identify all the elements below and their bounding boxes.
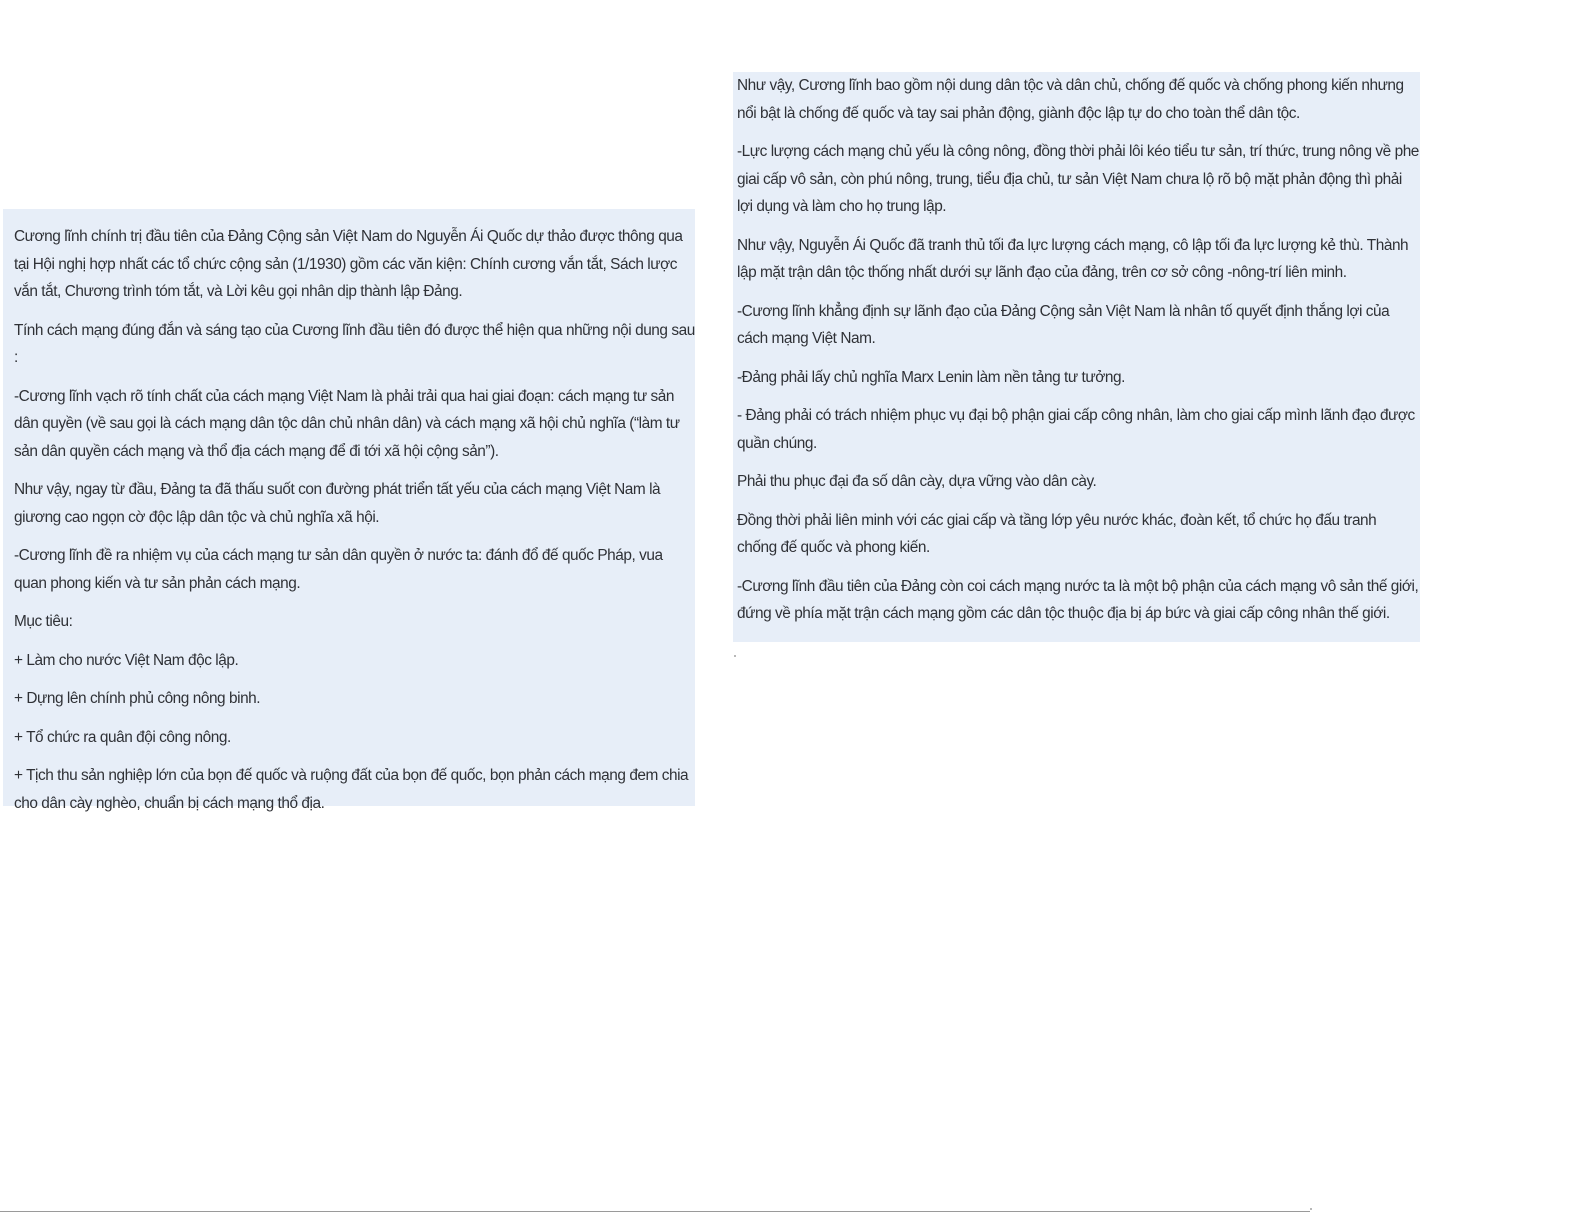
paragraph: -Cương lĩnh đề ra nhiệm vụ của cách mạng tư sản dân quyền ở nước ta: đánh đổ đế quốc Pháp, vua quan phong kiến và tư sản phản cách mạng. <box>14 547 663 592</box>
image-artifact-dot <box>1310 1208 1312 1210</box>
list-item: + Dựng lên chính phủ công nông binh. <box>14 690 261 707</box>
paragraph: -Cương lĩnh vạch rõ tính chất của cách mạng Việt Nam là phải trải qua hai giai đoạn: cách mạng tư sản dân quyền (về sau gọi là cách mạng dân tộc dân chủ nhân dân) và cách mạng xã hội chủ nghĩa (“làm tư sản dân quyền cách mạng và thổ địa cách mạng để đi tới xã hội cộng sản”). <box>14 387 680 460</box>
page-bottom-rule <box>0 1211 1310 1212</box>
paragraph: Mục tiêu: <box>14 613 73 630</box>
paragraph: Cương lĩnh chính trị đầu tiên của Đảng Cộng sản Việt Nam do Nguyễn Ái Quốc dự thảo được thông qua tại Hội nghị hợp nhất các tổ chức cộng sản (1/1930) gồm các văn kiện: Chính cương vắn tắt, Sách lược vắn tắt, Chương trình tóm tắt, và Lời kêu gọi nhân dịp thành lập Đảng. <box>14 228 683 300</box>
paragraph: Như vậy, ngay từ đầu, Đảng ta đã thấu suốt con đường phát triển tất yếu của cách mạng Việt Nam là giương cao ngọn cờ độc lập dân tộc và chủ nghĩa xã hội. <box>14 481 661 526</box>
left-text-panel <box>3 209 695 812</box>
paragraph: Tính cách mạng đúng đắn và sáng tạo của Cương lĩnh đầu tiên đó được thể hiện qua những nội dung sau : <box>14 321 695 366</box>
paragraph: -Đảng phải lấy chủ nghĩa Marx Lenin làm nền tảng tư tưởng. <box>737 368 1125 386</box>
paragraph: Phải thu phục đại đa số dân cày, dựa vững vào dân cày. <box>737 473 1097 490</box>
paragraph: -Cương lĩnh khẳng định sự lãnh đạo của Đảng Cộng sản Việt Nam là nhân tố quyết định thắng lợi của cách mạng Việt Nam. <box>737 302 1390 347</box>
list-item: + Tịch thu sản nghiệp lớn của bọn đế quốc và ruộng đất của bọn đế quốc, bọn phản cách mạng đem chia cho dân cày nghèo, chuẩn bị cách mạng thổ địa. <box>14 767 689 812</box>
list-item: + Làm cho nước Việt Nam độc lập. <box>14 651 239 669</box>
paragraph: -Lực lượng cách mạng chủ yếu là công nông, đồng thời phải lôi kéo tiểu tư sản, trí thức, trung nông về phe giai cấp vô sản, còn phú nông, trung, tiểu địa chủ, tư sản Việt Nam chưa lộ rõ bộ mặt phản động thì phải lợi dụng và làm cho họ trung lập. <box>737 143 1419 215</box>
paragraph: - Đảng phải có trách nhiệm phục vụ đại bộ phận giai cấp công nhân, làm cho giai cấp mình lãnh đạo được quần chúng. <box>737 407 1415 452</box>
image-artifact-dot <box>734 655 736 657</box>
right-text-panel <box>733 72 1420 642</box>
paragraph: -Cương lĩnh đầu tiên của Đảng còn coi cách mạng nước ta là một bộ phận của cách mạng vô sản thế giới, đứng về phía mặt trận cách mạng gồm các dân tộc thuộc địa bị áp bức và giai cấp công nhân thế giới. <box>737 577 1419 622</box>
paragraph: Như vậy, Nguyễn Ái Quốc đã tranh thủ tối đa lực lượng cách mạng, cô lập tối đa lực lượng kẻ thù. Thành lập mặt trận dân tộc thống nhất dưới sự lãnh đạo của đảng, trên cơ sở công -nông-trí liên minh. <box>737 236 1409 281</box>
list-item: + Tổ chức ra quân đội công nông. <box>14 728 231 746</box>
paragraph: Đồng thời phải liên minh với các giai cấp và tầng lớp yêu nước khác, đoàn kết, tổ chức họ đấu tranh chống đế quốc và phong kiến. <box>737 511 1377 556</box>
paragraph: Như vậy, Cương lĩnh bao gồm nội dung dân tộc và dân chủ, chống đế quốc và chống phong kiến nhưng nổi bật là chống đế quốc và tay sai phản động, giành độc lập tự do cho toàn thể dân tộc. <box>737 77 1404 122</box>
